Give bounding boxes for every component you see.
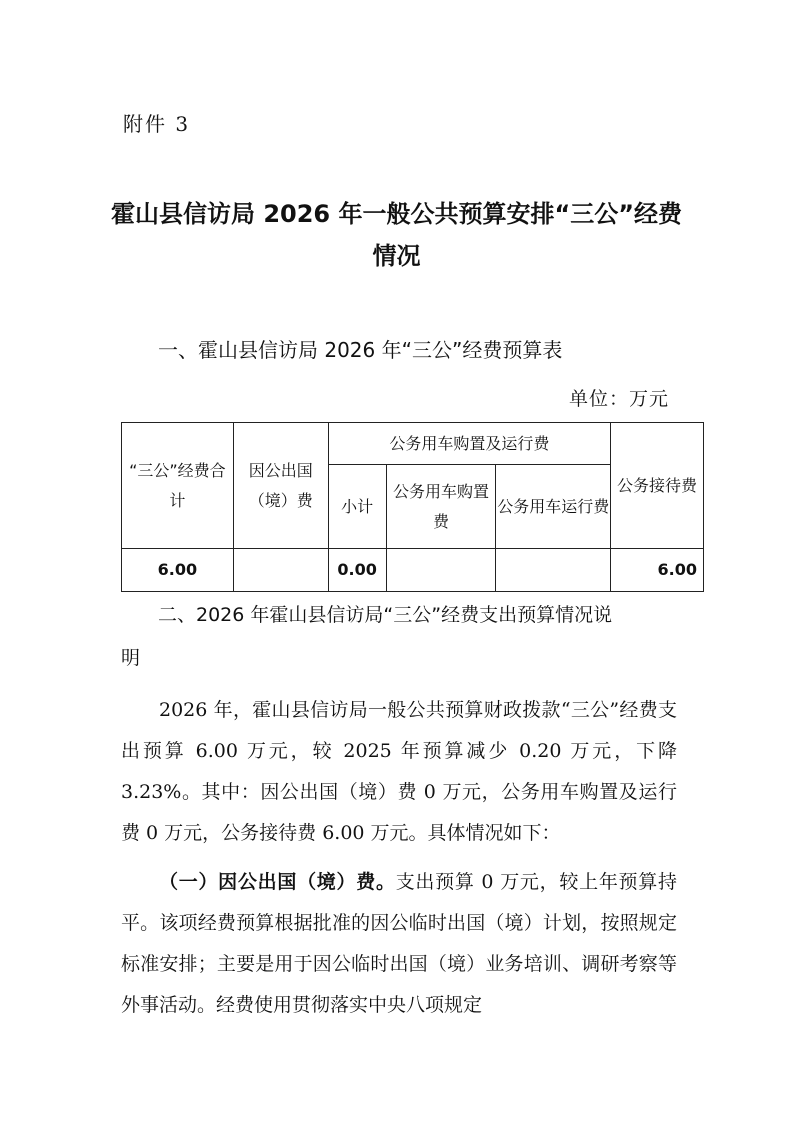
section2-heading: 二、2026 年霍山县信访局“三公”经费支出预算情况说 [158,604,613,626]
value-total: 6.00 [122,549,234,592]
section2-heading-cont: 明 [121,647,141,669]
title-line-2: 情况 [372,242,421,270]
header-subtotal: 小计 [328,465,386,549]
value-purchase [386,549,496,592]
paragraph-summary: 2026 年，霍山县信访局一般公共预算财政拨款“三公”经费支出预算 6.00 万元，较 2025 年预算减少 0.20 万元，下降 3.23%。其中：因公出国（境）费 0 万元，公务用车购置及运行费 0 万元，公务接待费 6.00 万元。具体情况如下： [121,699,677,844]
paragraph-abroad-lead: （一）因公出国（境）费。 [159,871,396,893]
budget-table [121,422,704,592]
section1-heading: 一、霍山县信访局 2026 年“三公”经费预算表 [158,338,563,362]
unit-label: 单位：万元 [569,388,670,410]
value-subtotal: 0.00 [328,549,386,592]
header-reception: 公务接待费 [611,423,704,549]
header-total: “三公”经费合计 [122,423,234,549]
attachment-label: 附件 3 [123,112,191,136]
title-line-1: 霍山县信访局 2026 年一般公共预算安排“三公”经费 [110,200,683,228]
header-vehicle: 公务用车购置及运行费 [328,423,610,465]
table-row [122,549,704,592]
value-reception: 6.00 [611,549,704,592]
paragraph-abroad-body: 支出预算 0 万元，较上年预算持平。该项经费预算根据批准的因公临时出国（境）计划，按照规定标准安排；主要是用于因公临时出国（境）业务培训、调研考察等外事活动。经费使用贯彻落实中央八项规定 [121,871,677,1016]
value-abroad [233,549,328,592]
document-title [100,193,693,277]
header-operation: 公务用车运行费 [496,465,611,549]
header-abroad: 因公出国（境）费 [233,423,328,549]
paragraph-abroad [121,862,677,1026]
header-purchase: 公务用车购置费 [386,465,496,549]
value-operation [496,549,611,592]
